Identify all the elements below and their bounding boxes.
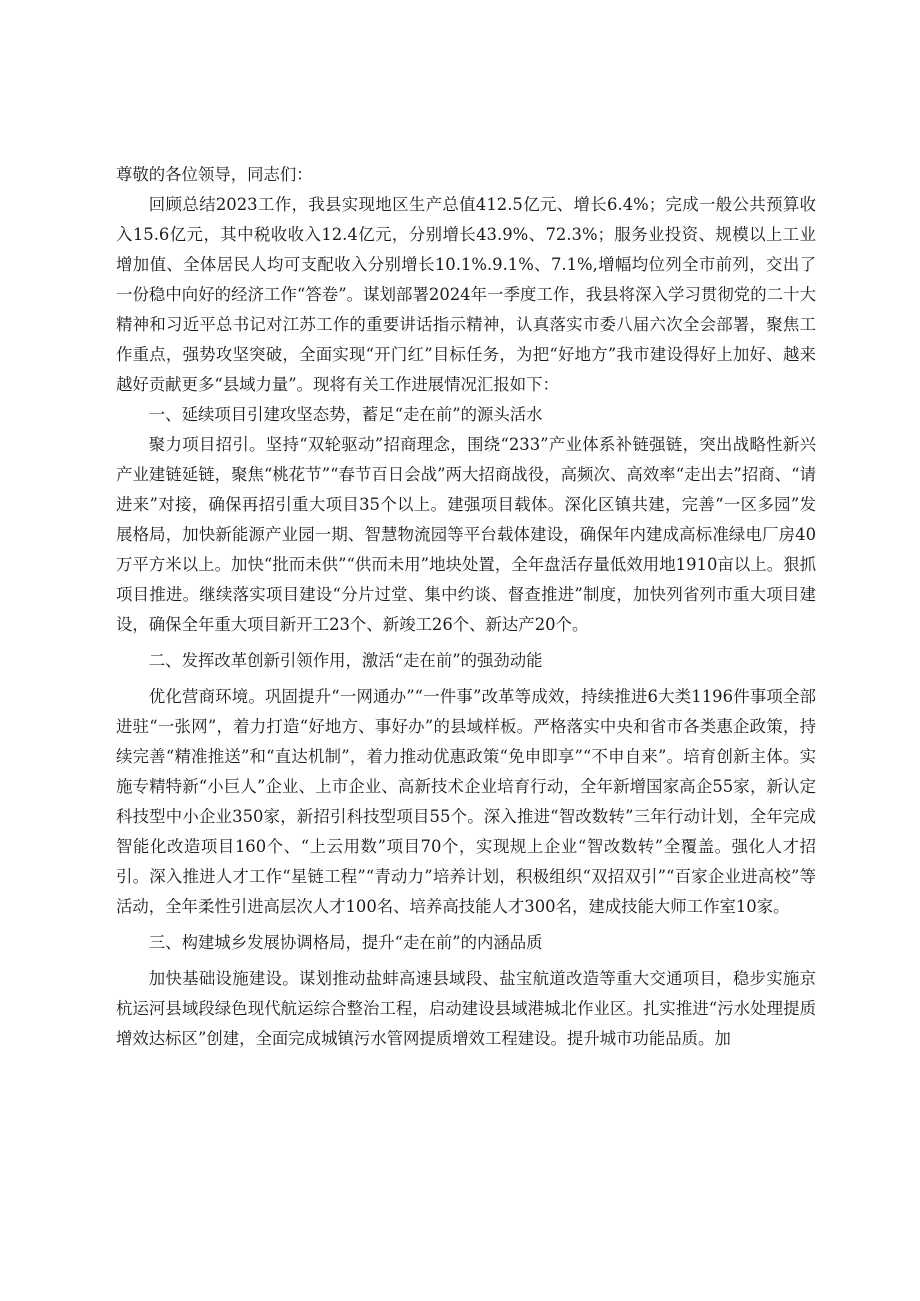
salutation: 尊敬的各位领导，同志们： [116,165,313,184]
section-3-heading: 三、构建城乡发展协调格局，提升“走在前”的内涵品质 [148,933,543,952]
section-3-body: 加快基础设施建设。谋划推动盐蚌高速县域段、盐宝航道改造等重大交通项目，稳步实施京杭运河县域段绿色现代航运综合整治工程，启动建设县域港城北作业区。扎实推进“污水处理提质增效达标区”创建，全面完成城镇污水管网提质增效工程建设。提升城市功能品质。加 [116,969,816,1048]
section-2-body: 优化营商环境。巩固提升“一网通办”“一件事”改革等成效，持续推进6大类1196件事项全部进驻“一张网”，着力打造“好地方、事好办”的县域样板。严格落实中央和省市各类惠企政策，持续完善“精准推送”和“直达机制”，着力推动优惠政策“免申即享”“不申自来”。培育创新主体。实施专精特新“小巨人”企业、上市企业、高新技术企业培育行动，全年新增国家高企55家，新认定科技型中小企业350家，新招引科技型项目55个。深入推进“智改数转”三年行动计划，全年完成智能化改造项目160个、“上云用数”项目70个，实现规上企业“智改数转”全覆盖。强化人才招引。深入推进人才工作“星链工程”“青动力”培养计划，积极组织“双招双引”“百家企业进高校”等活动，全年柔性引进高层次人才100名、培养高技能人才300名，建成技能大师工作室10家。 [116,687,816,916]
document-page [116,160,816,1054]
section-1-body: 聚力项目招引。坚持“双轮驱动”招商理念，围绕“233”产业体系补链强链，突出战略性新兴产业建链延链，聚焦“桃花节”“春节百日会战”两大招商战役，高频次、高效率“走出去”招商、“请进来”对接，确保再招引重大项目35个以上。建强项目载体。深化区镇共建，完善“一区多园”发展格局，加快新能源产业园一期、智慧物流园等平台载体建设，确保年内建成高标准绿电厂房40万平方米以上。加快“批而未供”“供而未用”地块处置，全年盘活存量低效用地1910亩以上。狠抓项目推进。继续落实项目建设“分片过堂、集中约谈、督查推进”制度，加快列省列市重大项目建设，确保全年重大项目新开工23个、新竣工26个、新达产20个。 [116,435,816,634]
section-1-heading: 一、延续项目引建攻坚态势，蓄足“走在前”的源头活水 [148,405,543,424]
section-2-heading: 二、发挥改革创新引领作用，激活“走在前”的强劲动能 [148,651,543,670]
intro-paragraph: 回顾总结2023工作，我县实现地区生产总值412.5亿元、增长6.4%；完成一般公共预算收入15.6亿元，其中税收收入12.4亿元，分别增长43.9%、72.3%；服务业投资、规模以上工业增加值、全体居民人均可支配收入分别增长10.1%.9.1%、7.1%,增幅均位列全市前列，交出了一份稳中向好的经济工作“答卷”。谋划部署2024年一季度工作，我县将深入学习贯彻党的二十大精神和习近平总书记对江苏工作的重要讲话指示精神，认真落实市委八届六次全会部署，聚焦工作重点，强势攻坚突破，全面实现“开门红”目标任务，为把“好地方”我市建设得好上加好、越来越好贡献更多“县域力量”。现将有关工作进展情况汇报如下： [116,195,816,394]
